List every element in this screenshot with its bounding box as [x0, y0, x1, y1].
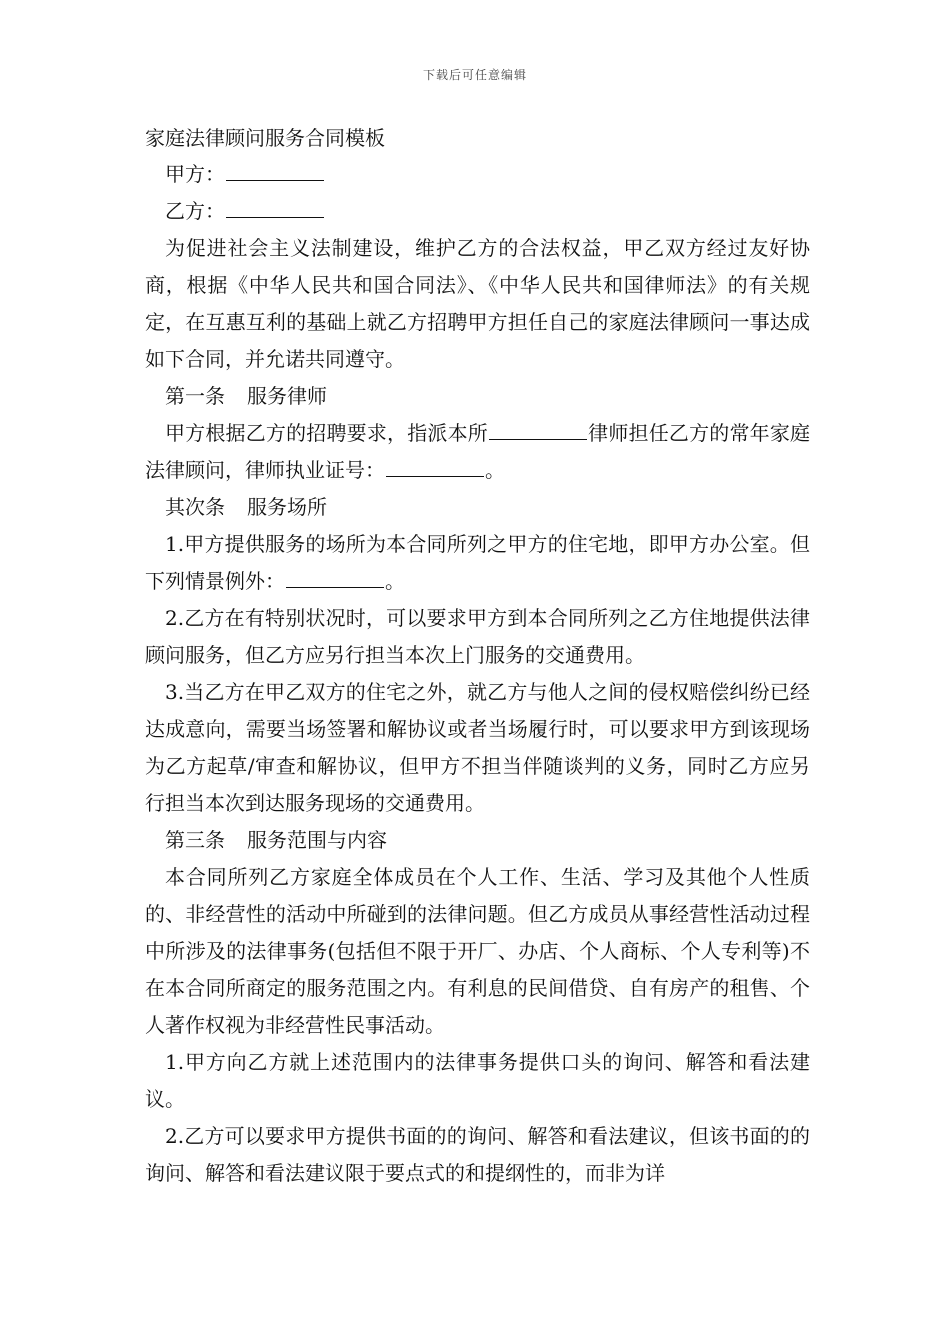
article2-item1-text: 1.甲方提供服务的场所为本合同所列之甲方的住宅地，即甲方办公室。但下列情景例外： — [145, 532, 810, 593]
article2-title: 服务场所 — [247, 495, 327, 519]
article3-intro: 本合同所列乙方家庭全体成员在个人工作、生活、学习及其他个人性质的、非经营性的活动中所碰到的法律问题。但乙方成员从事经营性活动过程中所涉及的法律事务(包括但不限于开厂、办店、个人商标、个人专利等)不在本合同所商定的服务范围之内。有利息的民间借贷、自有房产的租售、个人著作权视为非经营性民事活动。 — [145, 865, 810, 1037]
document-body — [145, 120, 810, 1192]
article1-text-2: 律师担任乙方的常年家庭法律顾问，律师执业证号： — [145, 421, 811, 482]
party-b-line — [145, 193, 810, 230]
article3-heading — [145, 822, 810, 859]
article1-number: 第一条 — [165, 384, 225, 408]
article1-text-1: 甲方根据乙方的招聘要求，指派本所 — [165, 421, 488, 445]
article3-title: 服务范围与内容 — [247, 828, 387, 852]
article3-number: 第三条 — [165, 828, 225, 852]
article2-item2: 2.乙方在有特别状况时，可以要求甲方到本合同所列之乙方住地提供法律顾问服务，但乙方应另行担当本次上门服务的交通费用。 — [145, 606, 810, 667]
party-a-blank — [226, 160, 324, 181]
article1-text-3: 。 — [485, 458, 505, 482]
header-note: 下载后可任意编辑 — [422, 68, 527, 82]
intro-paragraph: 为促进社会主义法制建设，维护乙方的合法权益，甲乙双方经过友好协商，根据《中华人民共和国合同法》、《中华人民共和国律师法》的有关规定，在互惠互利的基础上就乙方招聘甲方担任自己的家庭法律顾问一事达成如下合同，并允诺共同遵守。 — [145, 236, 810, 371]
document-title: 家庭法律顾问服务合同模板 — [145, 126, 385, 150]
article3-item2: 2.乙方可以要求甲方提供书面的的询问、解答和看法建议，但该书面的的询问、解答和看法建议限于要点式的和提纲性的，而非为详 — [145, 1124, 810, 1185]
article1-heading — [145, 378, 810, 415]
party-a-line — [145, 156, 810, 193]
article1-paragraph — [145, 415, 810, 489]
article2-item1-end: 。 — [385, 569, 405, 593]
party-b-label: 乙方： — [165, 199, 225, 223]
lawyer-name-blank — [489, 419, 587, 440]
article2-number: 其次条 — [165, 495, 225, 519]
article2-heading — [145, 489, 810, 526]
article1-title: 服务律师 — [247, 384, 327, 408]
exception-blank — [286, 567, 384, 588]
party-b-blank — [226, 197, 324, 218]
article3-item1: 1.甲方向乙方就上述范围内的法律事务提供口头的询问、解答和看法建议。 — [145, 1050, 810, 1111]
license-number-blank — [386, 456, 484, 477]
article2-item1 — [145, 526, 810, 600]
party-a-label: 甲方： — [165, 162, 225, 186]
article2-item3: 3.当乙方在甲乙双方的住宅之外，就乙方与他人之间的侵权赔偿纠纷已经达成意向，需要当场签署和解协议或者当场履行时，可以要求甲方到该现场为乙方起草/审查和解协议，但甲方不担当伴随谈判的义务，同时乙方应另行担当本次到达服务现场的交通费用。 — [145, 680, 810, 815]
